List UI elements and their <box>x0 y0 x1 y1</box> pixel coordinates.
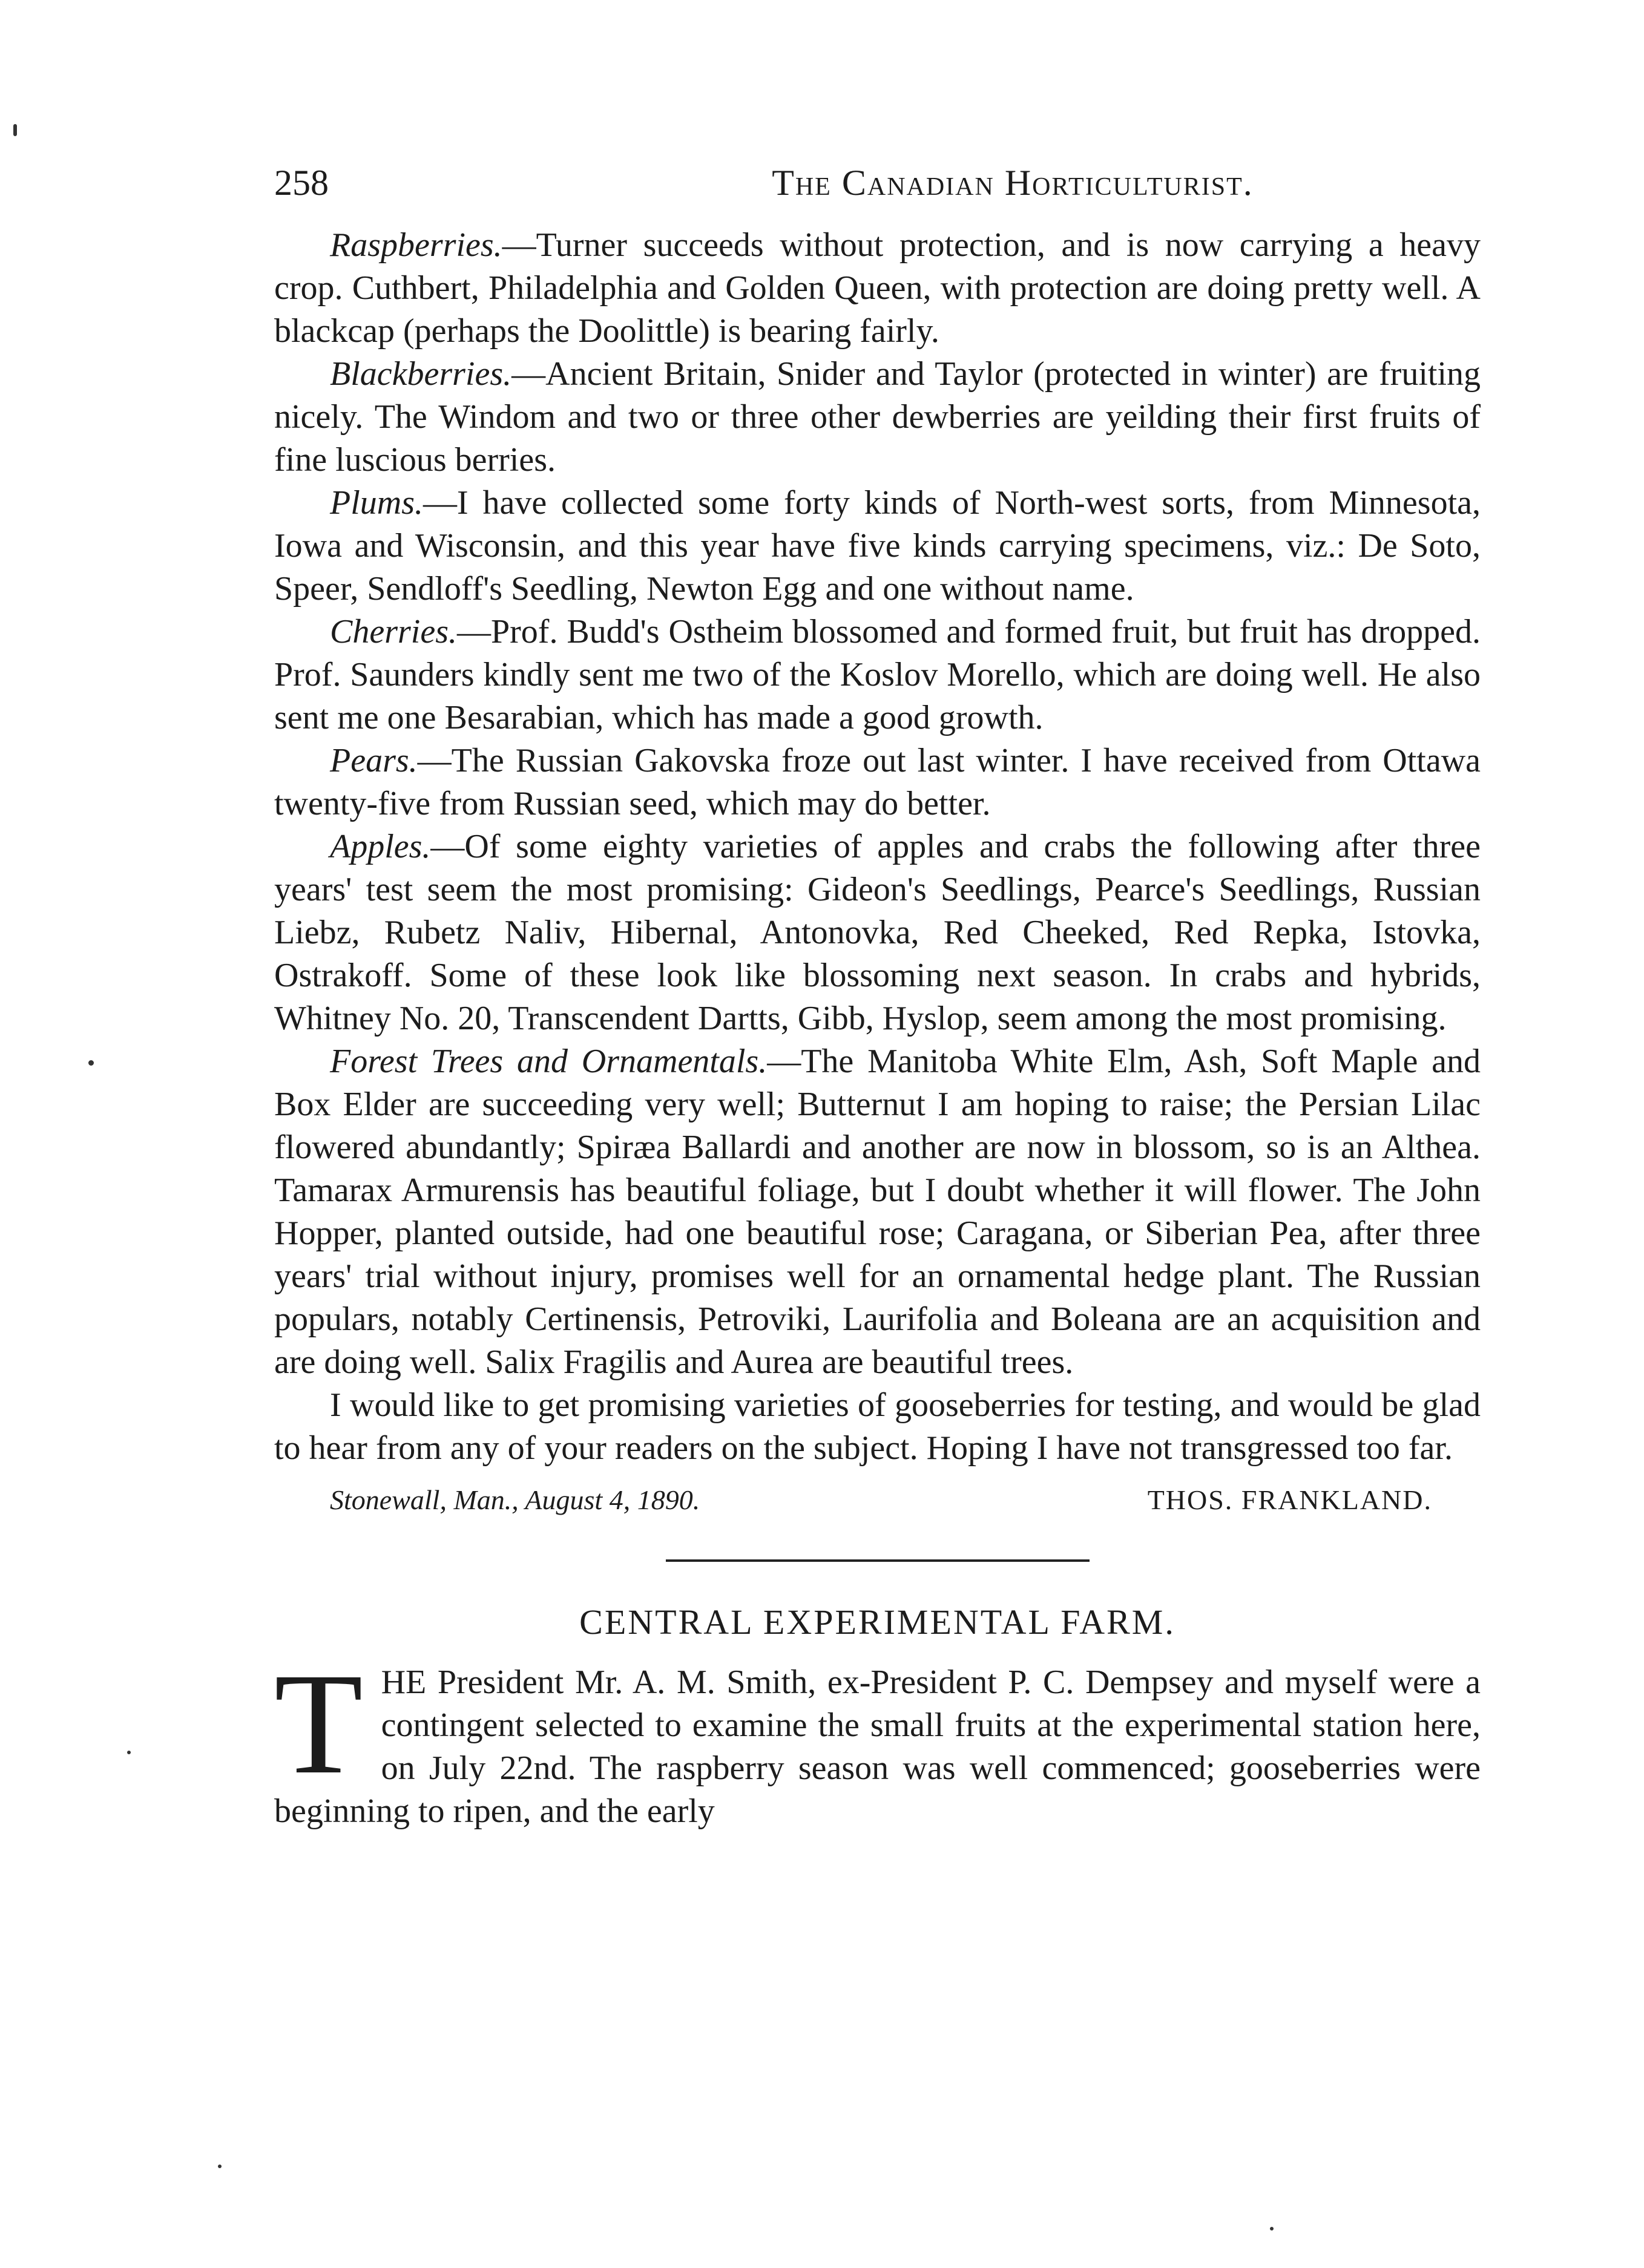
paragraph-pears <box>274 739 1481 825</box>
paragraph-raspberries <box>274 224 1481 353</box>
article-opening-paragraph <box>274 1643 1481 1833</box>
paragraph-text: —Ancient Britain, Snider and Taylor (protected in winter) are fruiting nicely. The Windom and two or three other dewberries are yeilding their first fruits of fine luscious berries. <box>274 355 1481 479</box>
paragraph-text: —The Manitoba White Elm, Ash, Soft Maple and Box Elder are succeeding very well; Butternut I am hoping to raise; the Persian Lilac flowered abundantly; Spiræa Ballardi and another are now in blossom, so is an Althea. Tamarax Armurensis has beautiful foliage, but I doubt whether it will flower. The John Hopper, planted outside, had one beautiful rose; Caragana, or Siberian Pea, after three years' trial without injury, promises well for an ornamental hedge plant. The Russian populars, notably Certinensis, Petroviki, Laurifolia and Boleana are an acquisition and are doing well. Salix Fragilis and Aurea are beautiful trees. <box>274 1043 1481 1381</box>
letter-dateline <box>274 1476 1481 1524</box>
scan-speck <box>127 1751 131 1754</box>
paragraph-lead: Pears. <box>330 742 418 779</box>
paragraph-lead: Forest Trees and Ornamentals. <box>330 1043 768 1080</box>
paragraph-text: —I have collected some forty kinds of North-west sorts, from Minnesota, Iowa and Wisconsin, and this year have five kinds carrying specimens, viz.: De Soto, Speer, Sendloff's Seedling, Newton Egg and one without name. <box>274 484 1481 608</box>
paragraph-text: —Prof. Budd's Ostheim blossomed and formed fruit, but fruit has dropped. Prof. Saunders kindly sent me two of the Koslov Morello, which are doing well. He also sent me one Besarabian, which has made a good growth. <box>274 613 1481 736</box>
paragraph-lead: Raspberries. <box>330 226 502 264</box>
scan-speck <box>1270 2227 1274 2230</box>
scan-speck <box>88 1060 94 1066</box>
paragraph-blackberries <box>274 353 1481 482</box>
article-heading: CENTRAL EXPERIMENTAL FARM. <box>579 1602 1175 1642</box>
paragraph-lead: Apples. <box>330 828 431 865</box>
section-divider-rule <box>666 1559 1090 1562</box>
paragraph-lead: Plums. <box>330 484 423 522</box>
paragraph-lead: Blackberries. <box>330 355 512 393</box>
paragraph-lead: Cherries. <box>330 613 457 651</box>
page-body <box>274 224 1481 1833</box>
journal-title: The Canadian Horticulturist. <box>772 163 1254 203</box>
page-number: 258 <box>274 163 329 203</box>
running-head <box>274 159 1481 207</box>
scan-speck <box>13 124 17 136</box>
opening-text: HE President Mr. A. M. Smith, ex-President P. C. Dempsey and myself were a contingent selected to examine the small fruits at the experimental station here, on July 22nd. The raspberry season was well commenced; gooseberries were beginning to ripen, and the early <box>274 1663 1481 1830</box>
paragraph-text: I would like to get promising varieties of gooseberries for testing, and would be glad to hear from any of your readers on the subject. Hoping I have not transgressed too far. <box>274 1386 1481 1467</box>
dateline-place-date: Stonewall, Man., August 4, 1890. <box>330 1484 700 1515</box>
drop-cap: T <box>274 1643 363 1804</box>
paragraph-text: —Of some eighty varieties of apples and crabs the following after three years' test seem the most promising: Gideon's Seedlings, Pearce's Seedlings, Russian Liebz, Rubetz Naliv, Hibernal, Antonovka, Red Cheeked, Red Repka, Istovka, Ostrakoff. Some of these look like blossoming next season. In crabs and hybrids, Whitney No. 20, Transcendent Dartts, Gibb, Hyslop, seem among the most promising. <box>274 828 1481 1037</box>
paragraph-apples <box>274 825 1481 1040</box>
paragraph-text: —The Russian Gakovska froze out last winter. I have received from Ottawa twenty-five from Russian seed, which may do better. <box>274 742 1481 822</box>
letter-signature: THOS. FRANKLAND. <box>1147 1484 1432 1515</box>
scan-speck <box>218 2165 222 2168</box>
paragraph-cherries <box>274 611 1481 739</box>
paragraph-plums <box>274 482 1481 611</box>
paragraph-forest-trees <box>274 1040 1481 1384</box>
paragraph-closing <box>274 1384 1481 1470</box>
paragraph-text: —Turner succeeds without protection, and is now carrying a heavy crop. Cuthbert, Philadelphia and Golden Queen, with protection are doing pretty well. A blackcap (perhaps the Doolittle) is bearing fairly. <box>274 226 1481 350</box>
